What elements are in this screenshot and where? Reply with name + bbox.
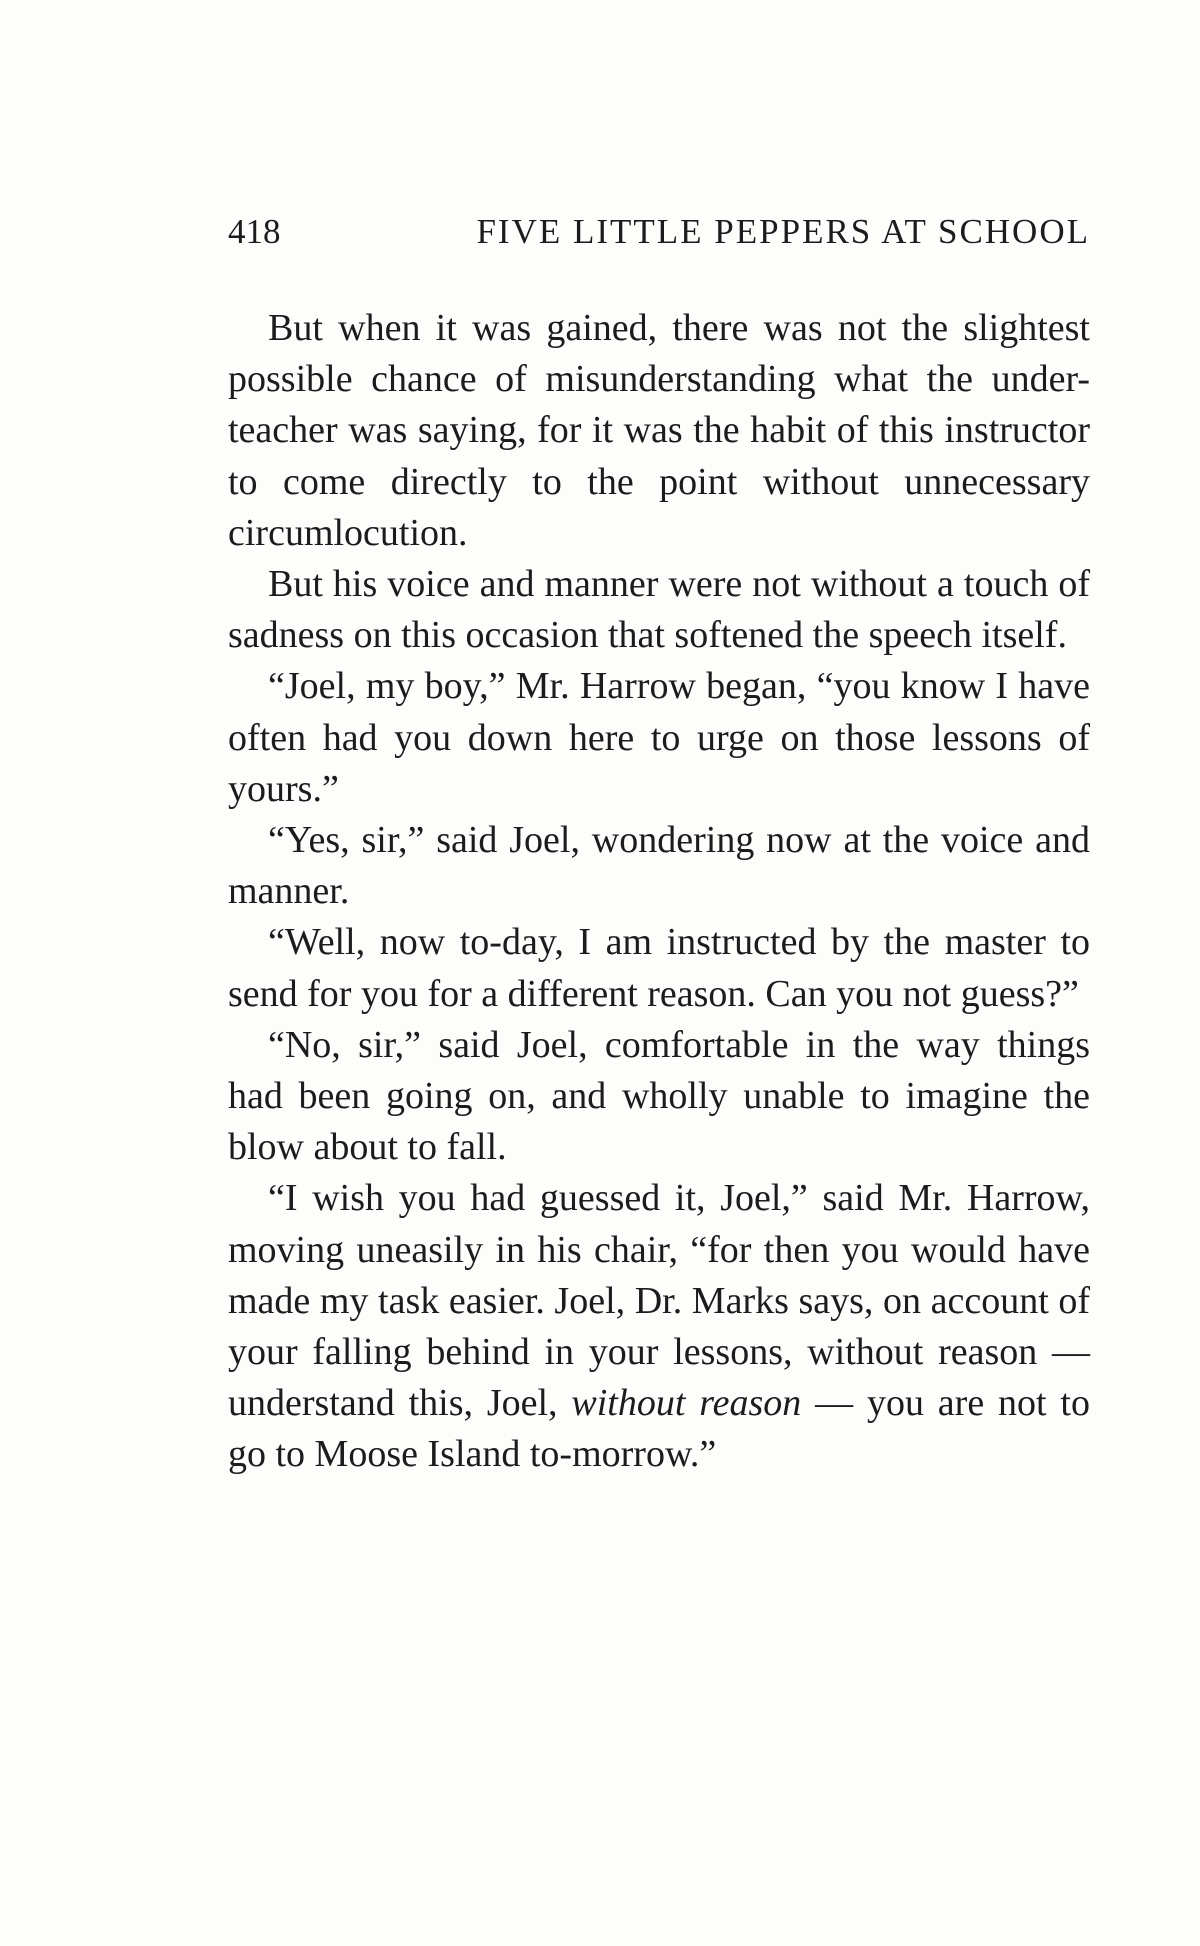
paragraph-3: “Joel, my boy,” Mr. Harrow began, “you know I have often had you down here to urge on those lessons of yours.” bbox=[228, 665, 1090, 810]
body-text bbox=[228, 303, 1090, 1481]
running-head bbox=[228, 212, 1090, 252]
paragraph-1: But when it was gained, there was not the slightest possible chance of misunderstanding what the under-teacher was saying, for it was the habit of this instructor to come directly to the point without unnecessary circumlocution. bbox=[228, 307, 1090, 554]
paragraph-6: “No, sir,” said Joel, comfortable in the way things had been going on, and wholly unable to imagine the blow about to fall. bbox=[228, 1023, 1090, 1169]
paragraph-7-text-end: — you are not to go to Moose Island to-morrow.” bbox=[228, 1382, 1090, 1476]
paragraph-5: “Well, now to-day, I am instructed by the master to send for you for a different reason. Can you not guess?” bbox=[228, 921, 1090, 1015]
paragraph-7-text-start: “I wish you had guessed it, Joel,” said Mr. Harrow, moving uneasily in his chair, “for then you would have made my task easier. Joel, Dr. Marks says, on account of your falling behind in your lessons, without reason — understand this, Joel, bbox=[228, 1177, 1090, 1425]
paragraph-2: But his voice and manner were not without a touch of sadness on this occasion that softened the speech itself. bbox=[228, 563, 1090, 657]
paragraph-4: “Yes, sir,” said Joel, wondering now at the voice and manner. bbox=[228, 819, 1090, 913]
italic-emphasis: without reason bbox=[571, 1382, 802, 1425]
paragraph-7 bbox=[228, 1173, 1090, 1480]
page-number: 418 bbox=[228, 212, 281, 251]
running-title: FIVE LITTLE PEPPERS AT SCHOOL bbox=[476, 212, 1090, 251]
